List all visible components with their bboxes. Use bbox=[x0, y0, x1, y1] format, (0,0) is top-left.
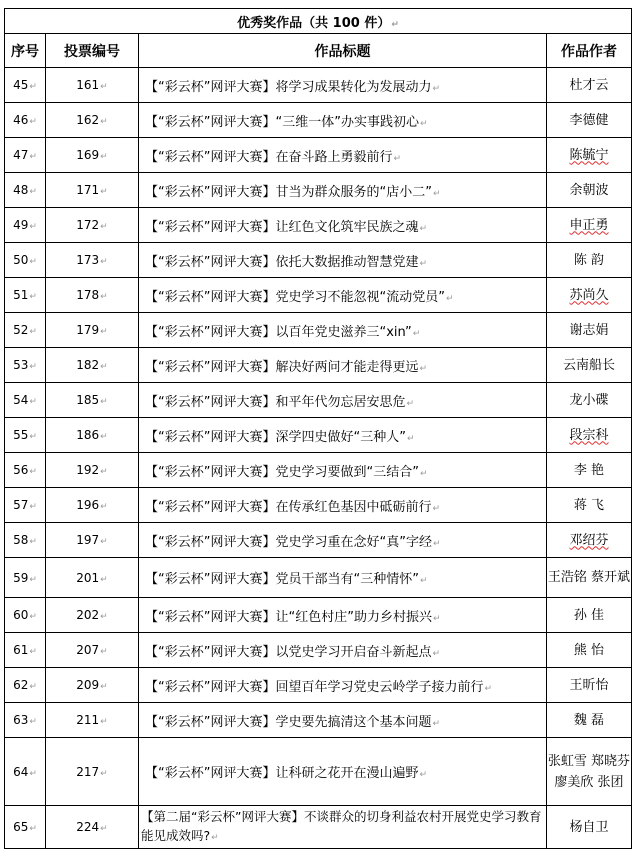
paragraph-mark-icon: ↵ bbox=[100, 397, 108, 407]
row-author-cell bbox=[547, 668, 632, 703]
table-row bbox=[5, 348, 632, 383]
paragraph-mark-icon: ↵ bbox=[100, 824, 108, 834]
row-title-cell bbox=[139, 383, 547, 418]
row-author: 李德健 bbox=[569, 112, 609, 128]
table-row bbox=[5, 208, 632, 243]
row-seq-cell bbox=[5, 738, 46, 806]
paragraph-mark-icon: ↵ bbox=[100, 717, 108, 727]
paragraph-mark-icon: ↵ bbox=[419, 576, 428, 586]
row-vote-number-cell bbox=[46, 383, 139, 418]
paragraph-mark-icon: ↵ bbox=[29, 682, 37, 692]
row-seq-cell bbox=[5, 668, 46, 703]
row-title-cell bbox=[139, 453, 547, 488]
row-seq: 52 bbox=[13, 323, 29, 337]
table-row bbox=[5, 558, 632, 598]
row-title: 【“彩云杯”网评大赛】党史学习重在念好“真”字经 bbox=[145, 534, 432, 550]
row-title-cell bbox=[139, 348, 547, 383]
row-author-cell bbox=[547, 383, 632, 418]
row-title-cell bbox=[139, 488, 547, 523]
row-vote-number-cell bbox=[46, 103, 139, 138]
row-seq: 64 bbox=[13, 764, 29, 779]
row-author-cell bbox=[547, 598, 632, 633]
paragraph-mark-icon: ↵ bbox=[29, 647, 37, 657]
row-author-cell bbox=[547, 173, 632, 208]
paragraph-mark-icon: ↵ bbox=[29, 257, 37, 267]
row-seq: 62 bbox=[13, 678, 29, 692]
row-vote-number-cell bbox=[46, 668, 139, 703]
row-seq: 55 bbox=[13, 428, 29, 442]
paragraph-mark-icon: ↵ bbox=[29, 432, 37, 442]
paragraph-mark-icon: ↵ bbox=[211, 832, 219, 843]
paragraph-mark-icon: ↵ bbox=[419, 770, 428, 780]
row-author-cell bbox=[547, 453, 632, 488]
row-seq: 49 bbox=[13, 218, 29, 232]
row-vote-number-cell bbox=[46, 138, 139, 173]
paragraph-mark-icon: ↵ bbox=[29, 327, 37, 337]
row-seq: 48 bbox=[13, 183, 29, 197]
row-author-cell bbox=[547, 558, 632, 598]
row-title: 【“彩云杯”网评大赛】让“红色村庄”助力乡村振兴 bbox=[145, 609, 432, 625]
row-seq: 61 bbox=[13, 643, 29, 657]
row-seq-cell bbox=[5, 703, 46, 738]
paragraph-mark-icon: ↵ bbox=[100, 362, 108, 372]
paragraph-mark-icon: ↵ bbox=[100, 467, 108, 477]
paragraph-mark-icon: ↵ bbox=[432, 538, 441, 549]
row-vote-number: 186 bbox=[76, 428, 100, 442]
paragraph-mark-icon: ↵ bbox=[100, 257, 108, 267]
row-vote-number-cell bbox=[46, 806, 139, 849]
row-author-cell bbox=[547, 418, 632, 453]
row-title: 【“彩云杯”网评大赛】在奋斗路上勇毅前行 bbox=[145, 149, 393, 165]
table-row bbox=[5, 68, 632, 103]
row-vote-number-cell bbox=[46, 633, 139, 668]
paragraph-mark-icon: ↵ bbox=[29, 824, 37, 834]
row-title: 【“彩云杯”网评大赛】甘当为群众服务的“店小二” bbox=[145, 184, 432, 200]
row-title: 【“彩云杯”网评大赛】党史学习要做到“三结合” bbox=[145, 464, 419, 480]
header-vote-number: 投票编号 bbox=[46, 34, 139, 68]
row-vote-number-cell bbox=[46, 68, 139, 103]
paragraph-mark-icon: ↵ bbox=[100, 327, 108, 337]
row-seq-cell bbox=[5, 138, 46, 173]
row-vote-number-cell bbox=[46, 348, 139, 383]
row-title-cell bbox=[139, 68, 547, 103]
row-title-cell bbox=[139, 633, 547, 668]
paragraph-mark-icon: ↵ bbox=[412, 328, 421, 339]
row-author-cell bbox=[547, 806, 632, 849]
paragraph-mark-icon: ↵ bbox=[29, 768, 37, 779]
row-vote-number-cell bbox=[46, 523, 139, 558]
row-title: 【“彩云杯”网评大赛】以党史学习开启奋斗新起点 bbox=[145, 644, 432, 660]
paragraph-mark-icon: ↵ bbox=[29, 467, 37, 477]
row-title: 【“彩云杯”网评大赛】在传承红色基因中砥砺前行 bbox=[145, 499, 432, 515]
row-vote-number: 169 bbox=[76, 148, 100, 162]
paragraph-mark-icon: ↵ bbox=[100, 187, 108, 197]
row-seq-cell bbox=[5, 523, 46, 558]
paragraph-mark-icon: ↵ bbox=[432, 83, 441, 94]
row-author-cell bbox=[547, 703, 632, 738]
row-vote-number-cell bbox=[46, 598, 139, 633]
row-vote-number: 217 bbox=[76, 764, 100, 779]
row-title: 【“彩云杯”网评大赛】依托大数据推动智慧党建 bbox=[145, 254, 419, 270]
row-seq: 47 bbox=[13, 148, 29, 162]
row-seq: 56 bbox=[13, 463, 29, 477]
row-title-cell bbox=[139, 278, 547, 313]
row-author: 段宗科 bbox=[569, 427, 609, 443]
table-row bbox=[5, 173, 632, 208]
row-author-cell bbox=[547, 738, 632, 806]
paragraph-mark-icon: ↵ bbox=[484, 683, 493, 694]
paragraph-mark-icon: ↵ bbox=[29, 717, 37, 727]
row-author: 李 艳 bbox=[573, 462, 605, 478]
paragraph-mark-icon: ↵ bbox=[393, 153, 402, 164]
row-vote-number-cell bbox=[46, 278, 139, 313]
table-header-row bbox=[5, 34, 632, 68]
header-author: 作品作者 bbox=[547, 34, 632, 68]
paragraph-mark-icon: ↵ bbox=[29, 187, 37, 197]
row-seq-cell bbox=[5, 488, 46, 523]
paragraph-mark-icon: ↵ bbox=[29, 502, 37, 512]
row-vote-number-cell bbox=[46, 313, 139, 348]
paragraph-mark-icon: ↵ bbox=[29, 292, 37, 302]
row-title: 【“彩云杯”网评大赛】回望百年学习党史云岭学子接力前行 bbox=[145, 679, 484, 695]
row-seq-cell bbox=[5, 68, 46, 103]
row-seq: 53 bbox=[13, 358, 29, 372]
paragraph-mark-icon: ↵ bbox=[406, 398, 415, 409]
paragraph-mark-icon: ↵ bbox=[100, 117, 108, 127]
row-title-cell bbox=[139, 313, 547, 348]
row-seq-cell bbox=[5, 806, 46, 849]
paragraph-mark-icon: ↵ bbox=[29, 222, 37, 232]
row-vote-number: 207 bbox=[76, 643, 100, 657]
row-seq-cell bbox=[5, 173, 46, 208]
row-author: 龙小碟 bbox=[569, 392, 609, 408]
paragraph-mark-icon: ↵ bbox=[100, 768, 108, 779]
row-title-cell bbox=[139, 103, 547, 138]
paragraph-mark-icon: ↵ bbox=[100, 152, 108, 162]
paragraph-mark-icon: ↵ bbox=[100, 222, 108, 232]
paragraph-mark-icon: ↵ bbox=[432, 718, 441, 729]
paragraph-mark-icon: ↵ bbox=[100, 82, 108, 92]
row-title-cell bbox=[139, 173, 547, 208]
row-author-cell bbox=[547, 313, 632, 348]
paragraph-mark-icon: ↵ bbox=[29, 574, 37, 585]
paragraph-mark-icon: ↵ bbox=[391, 19, 399, 30]
table-row bbox=[5, 668, 632, 703]
table-title-row bbox=[5, 9, 632, 34]
table-row bbox=[5, 523, 632, 558]
row-vote-number: 178 bbox=[76, 288, 100, 302]
row-seq: 51 bbox=[13, 288, 29, 302]
paragraph-mark-icon: ↵ bbox=[432, 613, 441, 624]
row-author: 孙 佳 bbox=[573, 607, 605, 623]
row-vote-number-cell bbox=[46, 703, 139, 738]
row-author: 陈 韵 bbox=[573, 252, 605, 268]
row-title-cell bbox=[139, 806, 547, 849]
row-seq: 57 bbox=[13, 498, 29, 512]
row-vote-number: 201 bbox=[76, 570, 100, 585]
row-vote-number: 171 bbox=[76, 183, 100, 197]
paragraph-mark-icon: ↵ bbox=[100, 682, 108, 692]
row-seq-cell bbox=[5, 313, 46, 348]
table-row bbox=[5, 738, 632, 806]
row-vote-number: 173 bbox=[76, 253, 100, 267]
row-title-cell bbox=[139, 523, 547, 558]
row-title-cell bbox=[139, 703, 547, 738]
row-vote-number: 179 bbox=[76, 323, 100, 337]
row-title: 【“彩云杯”网评大赛】解决好两问才能走得更远 bbox=[145, 359, 419, 375]
row-author-cell bbox=[547, 523, 632, 558]
table-row bbox=[5, 243, 632, 278]
row-author: 杜才云 bbox=[569, 77, 609, 93]
table-row bbox=[5, 598, 632, 633]
row-vote-number: 196 bbox=[76, 498, 100, 512]
row-vote-number: 209 bbox=[76, 678, 100, 692]
row-author-cell bbox=[547, 243, 632, 278]
paragraph-mark-icon: ↵ bbox=[100, 574, 108, 585]
row-title-cell bbox=[139, 208, 547, 243]
row-seq: 60 bbox=[13, 608, 29, 622]
row-author: 蒋 飞 bbox=[573, 497, 605, 513]
row-seq-cell bbox=[5, 558, 46, 598]
row-author-cell bbox=[547, 103, 632, 138]
paragraph-mark-icon: ↵ bbox=[29, 117, 37, 127]
paragraph-mark-icon: ↵ bbox=[419, 118, 428, 129]
paragraph-mark-icon: ↵ bbox=[419, 363, 428, 374]
paragraph-mark-icon: ↵ bbox=[100, 502, 108, 512]
paragraph-mark-icon: ↵ bbox=[29, 612, 37, 622]
row-author-cell bbox=[547, 488, 632, 523]
table-row bbox=[5, 633, 632, 668]
row-title: 【“彩云杯”网评大赛】将学习成果转化为发展动力 bbox=[145, 79, 432, 95]
row-title: 【“彩云杯”网评大赛】让科研之花开在漫山遍野 bbox=[145, 766, 419, 781]
row-vote-number-cell bbox=[46, 173, 139, 208]
row-title: 【“彩云杯”网评大赛】以百年党史滋养三“xin” bbox=[145, 324, 412, 340]
paragraph-mark-icon: ↵ bbox=[100, 612, 108, 622]
row-title: 【第二届“彩云杯”网评大赛】不谈群众的切身利益农村开展党史学习教育能见成效吗? bbox=[141, 808, 542, 843]
row-title-cell bbox=[139, 243, 547, 278]
row-author: 王浩铭 蔡开斌 bbox=[547, 570, 631, 585]
table-row bbox=[5, 703, 632, 738]
row-vote-number: 182 bbox=[76, 358, 100, 372]
row-vote-number: 224 bbox=[76, 820, 100, 834]
row-seq: 59 bbox=[13, 570, 29, 585]
row-vote-number: 161 bbox=[76, 78, 100, 92]
header-seq: 序号 bbox=[5, 34, 46, 68]
row-seq-cell bbox=[5, 208, 46, 243]
row-vote-number: 211 bbox=[76, 713, 100, 727]
row-vote-number-cell bbox=[46, 208, 139, 243]
table-row bbox=[5, 138, 632, 173]
row-author-cell bbox=[547, 68, 632, 103]
row-title-cell bbox=[139, 558, 547, 598]
row-vote-number-cell bbox=[46, 738, 139, 806]
table-row bbox=[5, 313, 632, 348]
row-author: 张虹雪 郑晓芬 廖美欣 张团 bbox=[547, 753, 631, 790]
row-seq: 50 bbox=[13, 253, 29, 267]
row-vote-number: 162 bbox=[76, 113, 100, 127]
row-author-cell bbox=[547, 208, 632, 243]
table-row bbox=[5, 806, 632, 849]
table-title-cell bbox=[5, 9, 632, 34]
row-author: 邓绍芬 bbox=[569, 532, 609, 548]
row-vote-number: 172 bbox=[76, 218, 100, 232]
row-author-cell bbox=[547, 633, 632, 668]
row-seq: 65 bbox=[13, 820, 29, 834]
row-vote-number: 185 bbox=[76, 393, 100, 407]
row-author: 申正勇 bbox=[569, 217, 609, 233]
paragraph-mark-icon: ↵ bbox=[432, 648, 441, 659]
row-title: 【“彩云杯”网评大赛】“三维一体”办实事践初心 bbox=[145, 114, 419, 130]
paragraph-mark-icon: ↵ bbox=[432, 503, 441, 514]
row-title: 【“彩云杯”网评大赛】让红色文化筑牢民族之魂 bbox=[145, 219, 419, 235]
row-author-cell bbox=[547, 138, 632, 173]
row-title-cell bbox=[139, 138, 547, 173]
row-vote-number-cell bbox=[46, 558, 139, 598]
row-title: 【“彩云杯”网评大赛】和平年代勿忘居安思危 bbox=[145, 394, 406, 410]
paragraph-mark-icon: ↵ bbox=[445, 293, 454, 304]
paragraph-mark-icon: ↵ bbox=[419, 258, 428, 269]
paragraph-mark-icon: ↵ bbox=[29, 82, 37, 92]
row-seq: 63 bbox=[13, 713, 29, 727]
table-row bbox=[5, 418, 632, 453]
row-title-cell bbox=[139, 738, 547, 806]
table-row bbox=[5, 278, 632, 313]
row-seq: 54 bbox=[13, 393, 29, 407]
paragraph-mark-icon: ↵ bbox=[406, 433, 415, 444]
row-vote-number: 192 bbox=[76, 463, 100, 477]
row-title-cell bbox=[139, 598, 547, 633]
paragraph-mark-icon: ↵ bbox=[419, 223, 428, 234]
paragraph-mark-icon: ↵ bbox=[100, 292, 108, 302]
row-seq-cell bbox=[5, 348, 46, 383]
row-author-cell bbox=[547, 348, 632, 383]
row-title-cell bbox=[139, 668, 547, 703]
row-seq: 58 bbox=[13, 533, 29, 547]
row-author: 余朝波 bbox=[569, 182, 609, 198]
row-seq-cell bbox=[5, 598, 46, 633]
table-row bbox=[5, 383, 632, 418]
row-title: 【“彩云杯”网评大赛】深学四史做好“三种人” bbox=[145, 429, 406, 445]
row-author: 云南船长 bbox=[562, 357, 615, 373]
row-title: 【“彩云杯”网评大赛】党员干部当有“三种情怀” bbox=[145, 572, 419, 587]
row-author: 陈毓宁 bbox=[569, 147, 609, 163]
table-title: 优秀奖作品（共 100 件） bbox=[237, 15, 391, 31]
paragraph-mark-icon: ↵ bbox=[29, 397, 37, 407]
header-work-title: 作品标题 bbox=[139, 34, 547, 68]
paragraph-mark-icon: ↵ bbox=[432, 188, 441, 199]
row-seq-cell bbox=[5, 103, 46, 138]
row-title-cell bbox=[139, 418, 547, 453]
row-vote-number-cell bbox=[46, 488, 139, 523]
paragraph-mark-icon: ↵ bbox=[29, 537, 37, 547]
row-vote-number-cell bbox=[46, 453, 139, 488]
row-author: 魏 磊 bbox=[573, 712, 605, 728]
row-title: 【“彩云杯”网评大赛】党史学习不能忽视“流动党员” bbox=[145, 289, 445, 305]
row-vote-number-cell bbox=[46, 418, 139, 453]
row-author: 王昕怡 bbox=[569, 677, 609, 693]
table-row bbox=[5, 103, 632, 138]
row-seq: 46 bbox=[13, 113, 29, 127]
paragraph-mark-icon: ↵ bbox=[100, 537, 108, 547]
row-seq: 45 bbox=[13, 78, 29, 92]
paragraph-mark-icon: ↵ bbox=[29, 362, 37, 372]
row-author: 杨自卫 bbox=[569, 819, 609, 835]
row-vote-number-cell bbox=[46, 243, 139, 278]
row-title: 【“彩云杯”网评大赛】学史要先搞清这个基本问题 bbox=[145, 714, 432, 730]
table-row bbox=[5, 488, 632, 523]
row-seq-cell bbox=[5, 243, 46, 278]
row-author: 熊 怡 bbox=[573, 642, 605, 658]
row-seq-cell bbox=[5, 633, 46, 668]
row-author: 谢志娟 bbox=[569, 322, 609, 338]
paragraph-mark-icon: ↵ bbox=[29, 152, 37, 162]
row-vote-number: 197 bbox=[76, 533, 100, 547]
row-author: 苏尚久 bbox=[569, 287, 609, 303]
row-seq-cell bbox=[5, 453, 46, 488]
paragraph-mark-icon: ↵ bbox=[100, 432, 108, 442]
row-author-cell bbox=[547, 278, 632, 313]
awards-table bbox=[4, 8, 632, 849]
row-seq-cell bbox=[5, 383, 46, 418]
paragraph-mark-icon: ↵ bbox=[419, 468, 428, 479]
row-seq-cell bbox=[5, 278, 46, 313]
table-row bbox=[5, 453, 632, 488]
row-vote-number: 202 bbox=[76, 608, 100, 622]
paragraph-mark-icon: ↵ bbox=[100, 647, 108, 657]
row-seq-cell bbox=[5, 418, 46, 453]
